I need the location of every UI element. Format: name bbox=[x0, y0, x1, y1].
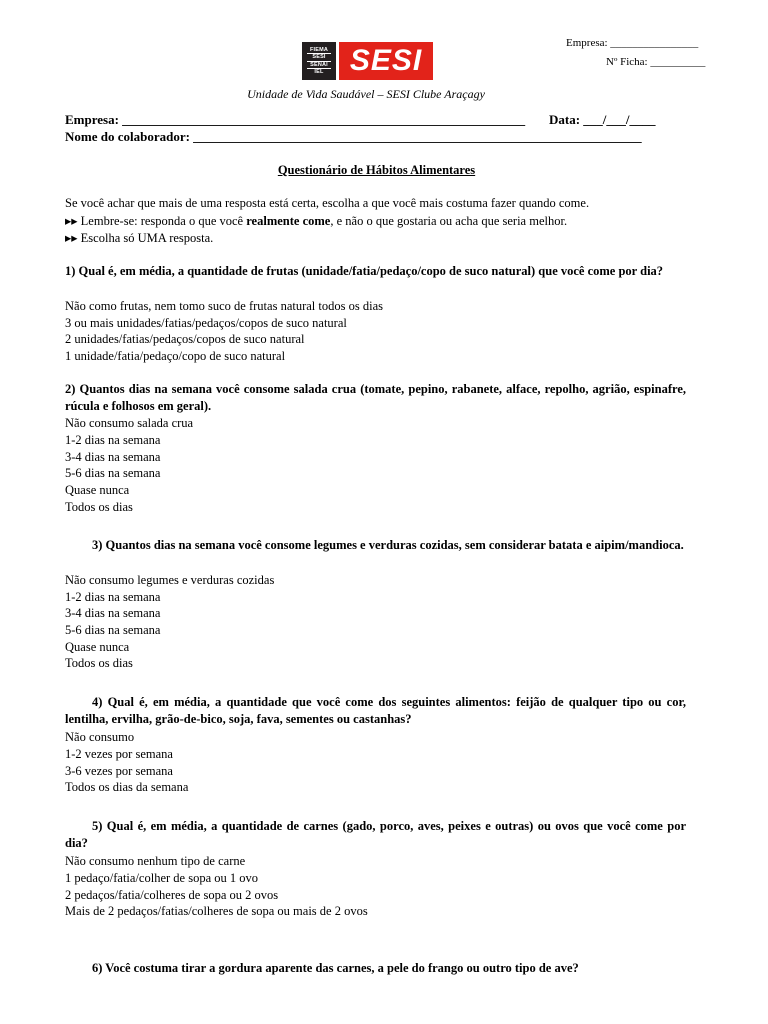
q2-option-4: 5-6 dias na semana bbox=[65, 466, 161, 480]
ficha-number-field: Nº Ficha: __________ bbox=[606, 56, 706, 68]
q3-option-2: 1-2 dias na semana bbox=[65, 590, 161, 604]
q1-option-4: 1 unidade/fatia/pedaço/copo de suco natural bbox=[65, 349, 286, 363]
question-6: 6) Você costuma tirar a gordura aparente das carnes, a pele do frango ou outro tipo de ave? bbox=[92, 961, 579, 975]
date-field: Data: ___/___/____ bbox=[549, 112, 656, 127]
question-5: 5) Qual é, em média, a quantidade de carnes (gado, porco, aves, peixes e outras) ou ovos que você come por dia? bbox=[65, 819, 686, 850]
q1-option-3: 2 unidades/fatias/pedaços/copos de suco natural bbox=[65, 332, 305, 346]
q4-option-4: Todos os dias da semana bbox=[65, 780, 189, 794]
q3-option-4: 5-6 dias na semana bbox=[65, 623, 161, 637]
empresa-top-field: Empresa: ________________ bbox=[566, 37, 699, 49]
q2-option-2: 1-2 dias na semana bbox=[65, 433, 161, 447]
empresa-field: Empresa: ______________________________________________________________ bbox=[65, 112, 526, 127]
intro-line-2-bold: realmente come bbox=[246, 214, 331, 228]
question-4: 4) Qual é, em média, a quantidade que você come dos seguintes alimentos: feijão de qualquer tipo ou cor, lentilha, ervilha, grão-de-bico, soja, fava, sementes ou castanhas? bbox=[65, 695, 686, 726]
q3-option-3: 3-4 dias na semana bbox=[65, 606, 161, 620]
unit-subtitle: Unidade de Vida Saudável – SESI Clube Araçagy bbox=[247, 87, 485, 101]
page-title: Questionário de Hábitos Alimentares bbox=[277, 163, 476, 177]
q5-option-2: 1 pedaço/fatia/colher de sopa ou 1 ovo bbox=[65, 871, 258, 885]
q3-option-1: Não consumo legumes e verduras cozidas bbox=[65, 573, 275, 587]
fiema-logo-block bbox=[302, 42, 336, 80]
q5-option-3: 2 pedaços/fatia/colheres de sopa ou 2 ovos bbox=[65, 888, 279, 902]
q3-option-5: Quase nunca bbox=[65, 640, 130, 654]
intro-line-2-suffix: , e não o que gostaria ou acha que seria melhor. bbox=[330, 214, 568, 228]
q4-option-1: Não consumo bbox=[65, 730, 135, 744]
q5-option-1: Não consumo nenhum tipo de carne bbox=[65, 854, 246, 868]
logo-line-fiema: FIEMA bbox=[307, 47, 331, 54]
sesi-wordmark: SESI bbox=[339, 42, 433, 80]
intro-line-2 bbox=[65, 213, 567, 229]
sesi-logo bbox=[302, 42, 433, 80]
q4-option-2: 1-2 vezes por semana bbox=[65, 747, 173, 761]
q3-option-6: Todos os dias bbox=[65, 656, 133, 670]
q1-option-1: Não como frutas, nem tomo suco de frutas natural todos os dias bbox=[65, 299, 383, 313]
q2-option-5: Quase nunca bbox=[65, 483, 130, 497]
q4-option-3: 3-6 vezes por semana bbox=[65, 764, 173, 778]
logo-line-sesi: SESI bbox=[307, 54, 331, 61]
q2-option-1: Não consumo salada crua bbox=[65, 416, 194, 430]
logo-line-senai: SENAI bbox=[307, 62, 331, 69]
question-1: 1) Qual é, em média, a quantidade de frutas (unidade/fatia/pedaço/copo de suco natural) que você come por dia? bbox=[65, 264, 664, 278]
q2-option-6: Todos os dias bbox=[65, 500, 133, 514]
q5-option-4: Mais de 2 pedaços/fatias/colheres de sopa ou mais de 2 ovos bbox=[65, 904, 368, 918]
question-3: 3) Quantos dias na semana você consome legumes e verduras cozidas, sem considerar batata e aipim/mandioca. bbox=[92, 538, 684, 552]
employee-name-field: Nome do colaborador: _____________________________________________________________________ bbox=[65, 129, 642, 144]
question-2: 2) Quantos dias na semana você consome salada crua (tomate, pepino, rabanete, alface, repolho, agrião, espinafre, rúcula e folhosos em geral). bbox=[65, 382, 686, 413]
logo-line-iel: IEL bbox=[314, 68, 324, 75]
q1-option-2: 3 ou mais unidades/fatias/pedaços/copos de suco natural bbox=[65, 316, 347, 330]
intro-line-1: Se você achar que mais de uma resposta está certa, escolha a que você mais costuma fazer quando come. bbox=[65, 196, 590, 210]
intro-line-2-prefix: ▸▸ Lembre-se: responda o que você bbox=[65, 214, 247, 228]
q2-option-3: 3-4 dias na semana bbox=[65, 450, 161, 464]
intro-line-3: ▸▸ Escolha só UMA resposta. bbox=[65, 231, 214, 245]
